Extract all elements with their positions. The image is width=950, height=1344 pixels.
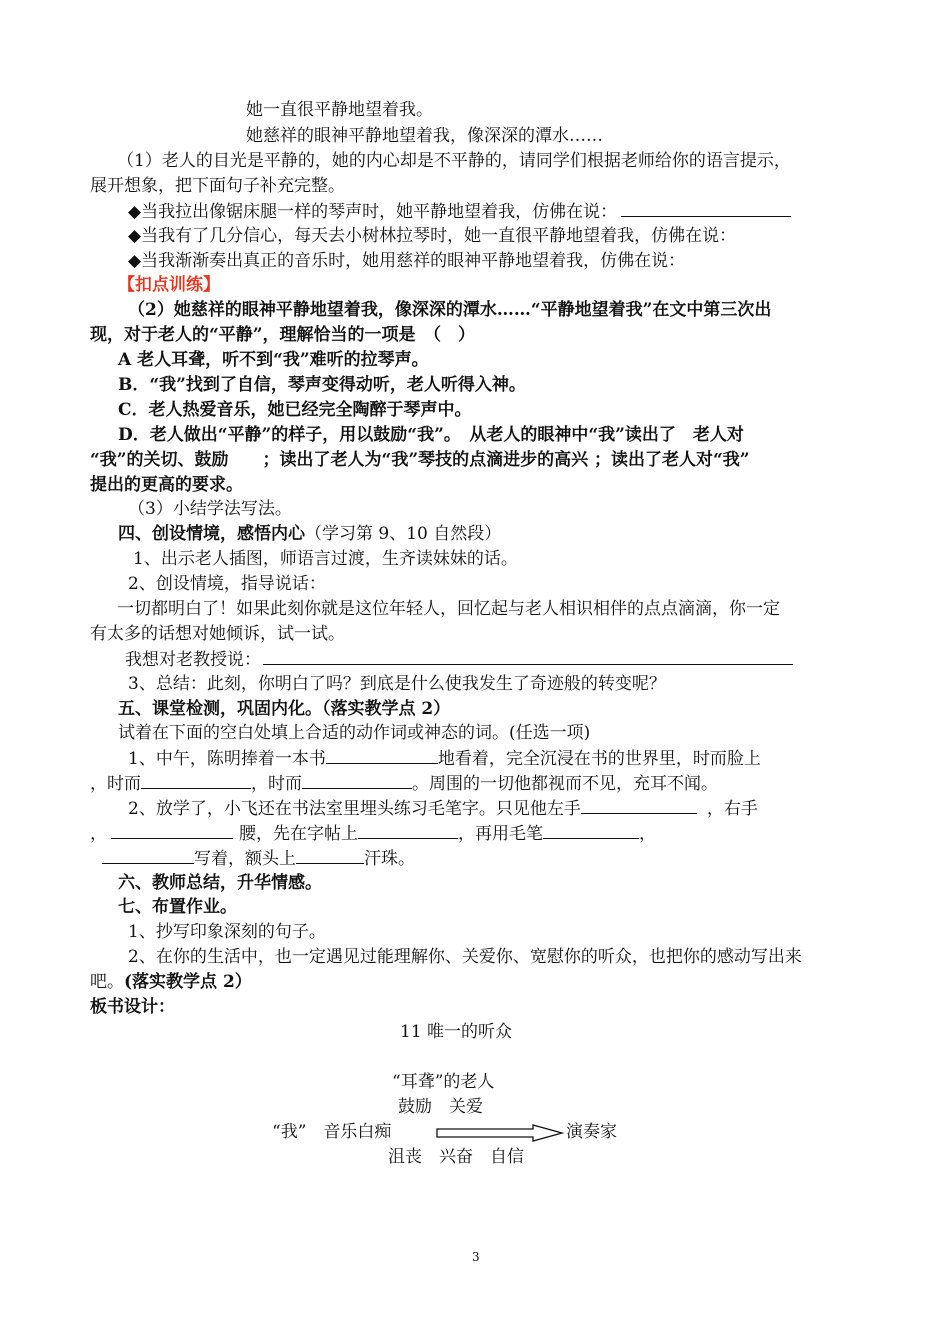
text-line: 2、创设情境，指导说话： <box>128 574 326 594</box>
board-title: 11 唯一的听众 <box>400 1022 513 1042</box>
text-line: 2、在你的生活中，也一定遇见过能理解你、关爱你、宽慰你的听众，也把你的感动写出来 <box>128 947 802 967</box>
option-a: A 老人耳聋，听不到“我”难听的拉琴声。 <box>118 350 429 370</box>
answer-blank[interactable] <box>326 746 438 764</box>
text-line: 展开想象，把下面句子补充完整。 <box>90 176 345 196</box>
fill-line <box>90 821 656 846</box>
fill-text: 汗珠。 <box>364 849 415 869</box>
text-span: 吧。 <box>90 972 124 992</box>
answer-blank[interactable] <box>621 199 791 217</box>
prompt-line <box>128 199 791 224</box>
fill-text: 2、放学了，小飞还在书法室里埋头练习毛笔字。只见他左手 <box>128 799 581 819</box>
answer-blank[interactable] <box>302 771 412 789</box>
fill-text: ，再用毛笔 <box>458 824 543 844</box>
prompt-text: 我想对老教授说： <box>125 650 261 670</box>
text-line: 3、总结：此刻，你明白了吗？到底是什么使我发生了奇迹般的转变呢？ <box>128 674 666 694</box>
answer-blank[interactable] <box>296 846 364 864</box>
text-line: 1、出示老人插图，师语言过渡，生齐读妹妹的话。 <box>133 549 518 569</box>
question-line: 现，对于老人的“平静”，理解恰当的一项是 （ ） <box>90 325 476 345</box>
section-heading <box>118 697 450 721</box>
answer-blank[interactable] <box>263 647 793 665</box>
fill-text: ， <box>639 824 656 844</box>
prompt-line <box>125 647 793 672</box>
fill-text: 1、中午，陈明捧着一本书 <box>128 749 326 769</box>
fill-line <box>90 771 718 796</box>
answer-blank[interactable] <box>543 821 639 839</box>
fill-text: 腰，先在字帖上 <box>239 824 358 844</box>
answer-blank[interactable] <box>102 846 194 864</box>
text-line: 她慈祥的眼神平静地望着我，像深深的潭水…… <box>246 126 603 146</box>
section-heading: 六、教师总结，升华情感。 <box>118 873 322 893</box>
fill-text: 地看着，完全沉浸在书的世界里，时而脸上 <box>437 749 761 769</box>
option-b: B．“我”找到了自信，琴声变得动听，老人听得入神。 <box>118 375 526 395</box>
text-line: “我”的关切、鼓励 ；读出了老人为“我”琴技的点滴进步的高兴 ；读出了老人对“我” <box>90 450 750 470</box>
text-line: 试着在下面的空白处填上合适的动作词或神态的词。(任选一项) <box>118 723 591 743</box>
board-heading: 板书设计： <box>90 997 175 1017</box>
board-care: 鼓励 关爱 <box>398 1097 483 1117</box>
fill-line <box>128 746 761 771</box>
answer-blank[interactable] <box>358 821 458 839</box>
page-number: 3 <box>472 1250 480 1264</box>
answer-blank[interactable] <box>141 771 251 789</box>
fill-text: ，右手 <box>706 799 758 819</box>
section-heading: 七、布置作业。 <box>118 897 237 917</box>
option-c: C．老人热爱音乐，她已经完全陶醉于琴声中。 <box>118 400 472 420</box>
section-heading <box>118 522 501 546</box>
text-line: 1、抄写印象深刻的句子。 <box>128 922 326 942</box>
text-line: 有太多的话想对她倾诉，试一试。 <box>90 624 345 644</box>
heading-note: （学习第 9、10 自然段） <box>305 524 502 544</box>
heading-text: 五、课堂检测，巩固内化。 <box>118 699 322 719</box>
board-player: 演奏家 <box>566 1122 617 1142</box>
text-line: （1）老人的目光是平静的，她的内心却是不平静的，请同学们根据老师给你的语言提示， <box>117 151 791 171</box>
board-old-lady: “耳聋”的老人 <box>392 1072 495 1092</box>
fill-text: ，时而 <box>251 774 302 794</box>
text-line <box>90 970 252 994</box>
text-line: ◆当我渐渐奏出真正的音乐时，她用慈祥的眼神平静地望着我，仿佛在说： <box>128 251 686 271</box>
text-line: 她一直很平静地望着我。 <box>246 100 433 120</box>
fill-text: 写着，额头上 <box>194 849 296 869</box>
fill-line <box>102 846 415 871</box>
fill-text: ，时而 <box>90 774 141 794</box>
option-d: D．老人做出“平静”的样子，用以鼓励“我”。 从老人的眼神中“我”读出了 老人对 <box>118 425 744 445</box>
arrow-right-icon <box>435 1124 565 1142</box>
heading-text: 四、创设情境，感悟内心 <box>118 524 305 544</box>
fill-line <box>128 796 758 821</box>
section-tag: 【扣点训练】 <box>118 275 220 295</box>
text-line: 一切都明白了！如果此刻你就是这位年轻人，回忆起与老人相识相伴的点点滴滴，你一定 <box>117 599 780 619</box>
heading-note: （落实教学点 2） <box>322 699 451 719</box>
text-line: 提出的更高的要求。 <box>90 475 243 495</box>
fill-text: ， <box>90 824 107 844</box>
question-line: （2）她慈祥的眼神平静地望着我，像深深的潭水……“平静地望着我”在文中第三次出 <box>128 300 772 320</box>
answer-blank[interactable] <box>581 796 697 814</box>
board-me: “我” 音乐白痴 <box>272 1122 392 1142</box>
board-feelings: 沮丧 兴奋 自信 <box>388 1147 524 1167</box>
text-line: ◆当我有了几分信心，每天去小树林拉琴时，她一直很平静地望着我，仿佛在说： <box>128 226 737 246</box>
fill-text: 。周围的一切他都视而不见，充耳不闻。 <box>412 774 718 794</box>
text-line: （3）小结学法写法。 <box>128 499 292 519</box>
prompt-text: ◆当我拉出像锯床腿一样的琴声时，她平静地望着我，仿佛在说： <box>128 202 618 222</box>
answer-blank[interactable] <box>111 821 233 839</box>
text-span: (落实教学点 2） <box>124 972 252 992</box>
